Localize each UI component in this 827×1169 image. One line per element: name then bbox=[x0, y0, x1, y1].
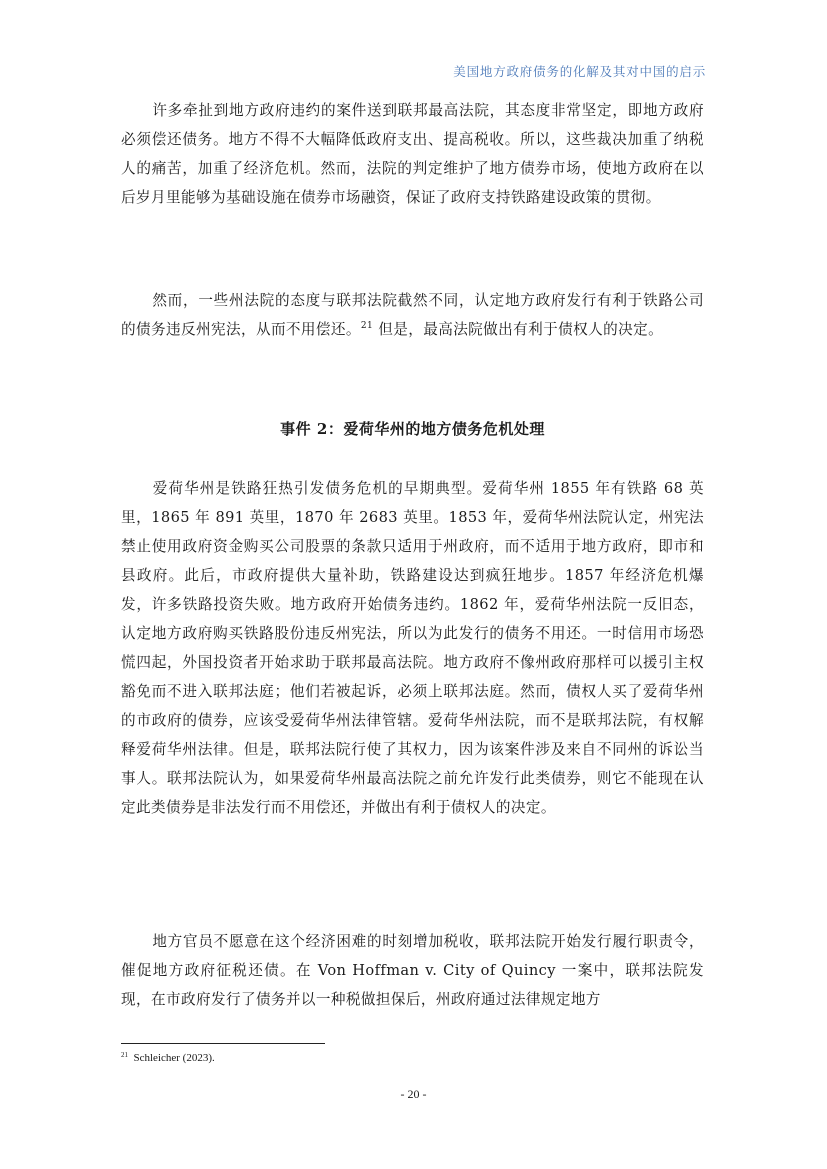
page-number: - 20 - bbox=[400, 1087, 427, 1101]
section-heading: 事件 2：爱荷华州的地方债务危机处理 bbox=[280, 420, 545, 438]
running-header: 美国地方政府债务的化解及其对中国的启示 bbox=[453, 64, 706, 79]
paragraph bbox=[121, 96, 704, 212]
paragraph bbox=[121, 474, 704, 822]
paragraph bbox=[121, 927, 704, 1014]
footnote-text: Schleicher (2023). bbox=[133, 1052, 215, 1064]
paragraph-text: 地方官员不愿意在这个经济困难的时刻增加税收，联邦法院开始发行履行职责令，催促地方政府征税还债。在 Von Hoffman v. City of Quincy 一案中，联邦法院发现，在市政府发行了债务并以一种税做担保后，州政府通过法律规定地方 bbox=[121, 933, 704, 1008]
footnote-divider bbox=[121, 1043, 325, 1044]
paragraph-text: 但是，最高法院做出有利于债权人的决定。 bbox=[378, 321, 664, 338]
footnote bbox=[121, 1052, 215, 1064]
paragraph-text: 爱荷华州是铁路狂热引发债务危机的早期典型。爱荷华州 1855 年有铁路 68 英里，1865 年 891 英里，1870 年 2683 英里。1853 年，爱荷华州法院认定，州宪法禁止使用政府资金购买公司股票的条款只适用于州政府，而不适用于地方政府，即市和县政府。此后，市政府提供大量补助，铁路建设达到疯狂地步。1857 年经济危机爆发，许多铁路投资失败。地方政府开始债务违约。1862 年，爱荷华州法院一反旧态，认定地方政府购买铁路股份违反州宪法，所以为此发行的债务不用还。一时信用市场恐慌四起，外国投资者开始求助于联邦最高法院。地方政府不像州政府那样可以援引主权豁免而不进入联邦法庭；他们若被起诉，必须上联邦法庭。然而，债权人买了爱荷华州的市政府的债券，应该受爱荷华州法律管辖。爱荷华州法院，而不是联邦法院，有权解释爱荷华州法律。但是，联邦法院行使了其权力，因为该案件涉及来自不同州的诉讼当事人。联邦法院认为，如果爱荷华州最高法院之前允许发行此类债券，则它不能现在认定此类债券是非法发行而不用偿还，并做出有利于债权人的决定。 bbox=[121, 480, 704, 816]
paragraph-text: 许多牵扯到地方政府违约的案件送到联邦最高法院，其态度非常坚定，即地方政府必须偿还债务。地方不得不大幅降低政府支出、提高税收。所以，这些裁决加重了纳税人的痛苦，加重了经济危机。然而，法院的判定维护了地方债券市场，使地方政府在以后岁月里能够为基础设施在债券市场融资，保证了政府支持铁路建设政策的贯彻。 bbox=[121, 102, 704, 206]
footnote-number: 21 bbox=[121, 1051, 128, 1059]
footnote-reference[interactable]: 21 bbox=[360, 321, 374, 331]
paragraph bbox=[121, 286, 704, 344]
paragraph-text: 然而，一些州法院的态度与联邦法院截然不同，认定地方政府发行有利于铁路公司的债务违反州宪法，从而不用偿还。 bbox=[121, 292, 704, 338]
